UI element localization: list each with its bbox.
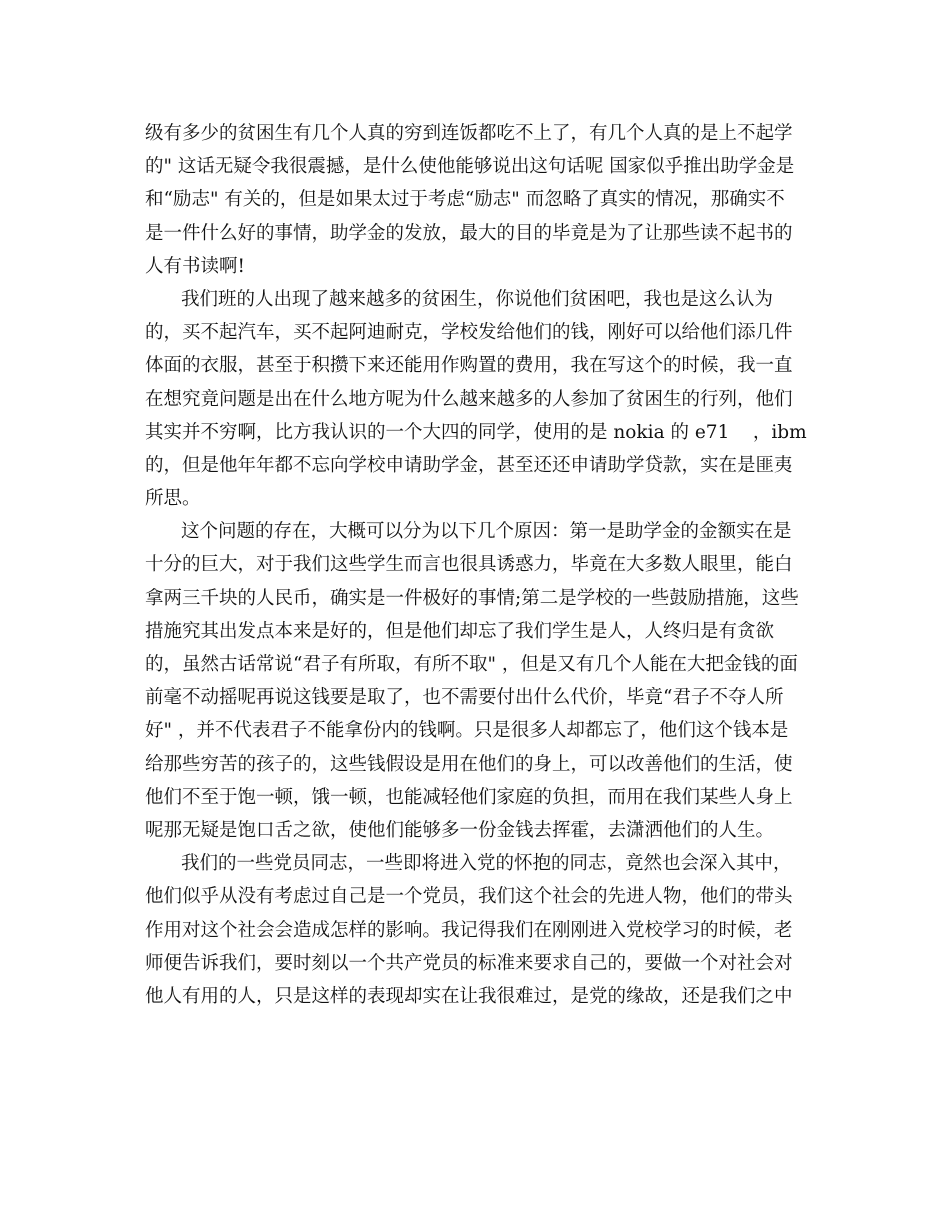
text-line: 体面的衣服，甚至于积攒下来还能用作购置的费用，我在写这个的时候，我一直: [145, 355, 793, 377]
text-line: 的" 这话无疑令我很震撼，是什么使他能够说出这句话呢 国家似乎推出助学金是: [145, 156, 795, 178]
text-line: 好" ，并不代表君子不能拿份内的钱啊。只是很多人却都忘了，他们这个钱本是: [145, 720, 789, 742]
text-line: 在想究竟问题是出在什么地方呢为什么越来越多的人参加了贫困生的行列，他们: [145, 388, 793, 410]
text-line: 他们不至于饱一顿，饿一顿，也能减轻他们家庭的负担，而用在我们某些人身上: [145, 786, 793, 808]
text-line: 的，虽然古话常说“君子有所取，有所不取" ，但是又有几个人能在大把金钱的面: [145, 654, 798, 675]
text-line: 和“励志" 有关的，但是如果太过于考虑“励志" 而忽略了真实的情况，那确实不: [145, 189, 785, 211]
text-line: 其实并不穷啊，比方我认识的一个大四的同学，使用的是 nokia 的 e71 ，ibm: [145, 421, 807, 443]
text-line: 呢那无疑是饱口舌之欲，使他们能够多一份金钱去挥霍，去潇洒他们的人生。: [145, 819, 775, 841]
text-line: 他人有用的人，只是这样的表现却实在让我很难过，是党的缘故，还是我们之中: [145, 985, 793, 1007]
text-line: 我们的一些党员同志，一些即将进入党的怀抱的同志，竟然也会深入其中，: [181, 853, 792, 875]
text-line: 级有多少的贫困生有几个人真的穷到连饭都吃不上了，有几个人真的是上不起学: [145, 123, 793, 144]
text-line: 十分的巨大，对于我们这些学生而言也很具诱惑力，毕竟在大多数人眼里，能白: [145, 554, 793, 576]
text-line: 作用对这个社会会造成怎样的影响。我记得我们在刚刚进入党校学习的时候，老: [145, 919, 793, 941]
paragraph-3: [145, 515, 810, 847]
text-line: 师便告诉我们，要时刻以一个共产党员的标准来要求自己的，要做一个对社会对: [145, 952, 793, 974]
document-body: [145, 117, 810, 1013]
text-line: 前毫不动摇呢再说这钱要是取了，也不需要付出什么代价，毕竟“君子不夺人所: [145, 687, 784, 709]
text-line: 我们班的人出现了越来越多的贫困生，你说他们贫困吧，我也是这么认为: [181, 288, 774, 310]
text-line: 拿两三千块的人民币，确实是一件极好的事情;第二是学校的一些鼓励措施，这些: [145, 587, 799, 609]
text-line: 的，买不起汽车，买不起阿迪耐克，学校发给他们的钱，刚好可以给他们添几件: [145, 322, 793, 344]
paragraph-1: [145, 117, 810, 283]
text-line: 给那些穷苦的孩子的，这些钱假设是用在他们的身上，可以改善他们的生活，使: [145, 753, 793, 775]
text-line: 这个问题的存在，大概可以分为以下几个原因：第一是助学金的金额实在是: [181, 521, 792, 543]
text-line: 他们似乎从没有考虑过自己是一个党员，我们这个社会的先进人物，他们的带头: [145, 886, 793, 908]
text-line: 是一件什么好的事情，助学金的发放，最大的目的毕竟是为了让那些读不起书的: [145, 222, 793, 244]
text-line: 的，但是他年年都不忘向学校申请助学金，甚至还还申请助学贷款，实在是匪夷: [145, 454, 793, 476]
text-line: 措施究其出发点本来是好的，但是他们却忘了我们学生是人，人终归是有贪欲: [145, 620, 775, 642]
text-line: 所思。: [145, 488, 201, 510]
text-line: 人有书读啊!: [145, 255, 245, 277]
paragraph-2: [145, 283, 810, 515]
paragraph-4: [145, 847, 810, 1013]
